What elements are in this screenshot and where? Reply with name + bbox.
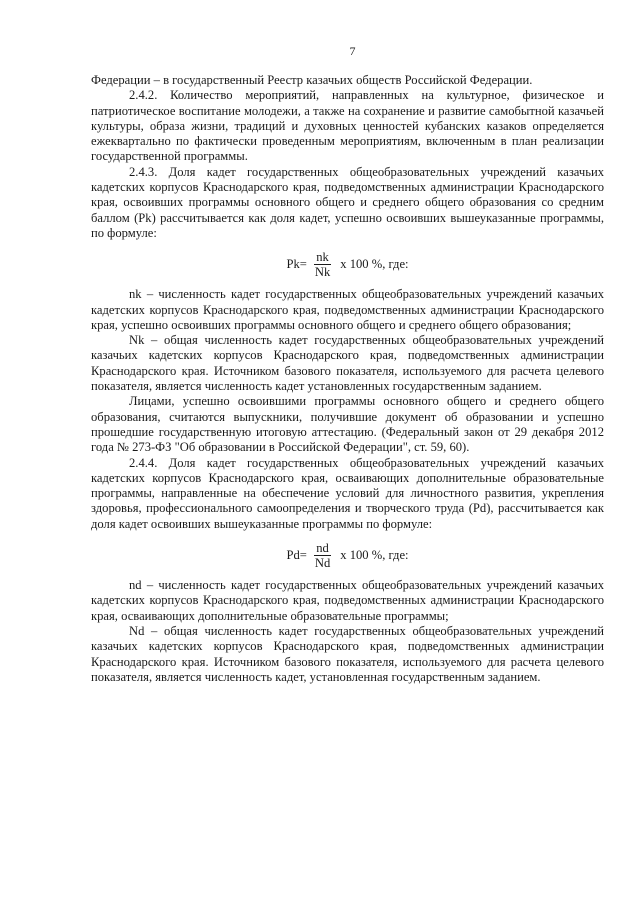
- formula-pd-lhs: Pd=: [286, 547, 307, 562]
- formula-pd-rhs: x 100 %, где:: [340, 547, 409, 562]
- formula-pd-numerator: nd: [316, 540, 329, 555]
- formula-pk-fraction: [313, 250, 332, 279]
- formula-pd-fraction: [313, 541, 332, 570]
- paragraph-graduates: Лицами, успешно освоившими программы основного общего и среднего общего образования, считаются выпускники, получившие документ об образовании и успешно прошедшие государственную итоговую аттестацию. (Федеральный закон от 29 декабря 2012 года № 273-ФЗ "Об образовании в Российской Федерации", ст. 59, 60).: [91, 394, 604, 455]
- paragraph-2-4-3: 2.4.3. Доля кадет государственных общеобразовательных учреждений казачьих кадетских корпусов Краснодарского края, подведомственных администрации Краснодарского края, освоивших программы основного общего и среднего общего образования со средним баллом (Pk) рассчитывается как доля кадет, успешно освоивших вышеуказанные программы, по формуле:: [91, 164, 604, 240]
- formula-pd: [91, 538, 604, 572]
- page-number: 7: [349, 44, 356, 58]
- formula-pk: [91, 247, 604, 281]
- formula-pk-rhs: x 100 %, где:: [340, 256, 409, 271]
- paragraph-2-4-2: 2.4.2. Количество мероприятий, направленных на культурное, физическое и патриотическое воспитание молодежи, а также на сохранение и развитие самобытной казачьей культуры, образа жизни, традиций и духовных ценностей кубанских казаков определяется ежеквартально по фактически проведенным мероприятиям, включенным в план реализации государственной программы.: [91, 88, 604, 164]
- formula-pk-lhs: Pk=: [286, 256, 307, 271]
- paragraph-continuation: Федерации – в государственный Реестр казачьих обществ Российской Федерации.: [91, 73, 533, 87]
- paragraph-2-4-4: 2.4.4. Доля кадет государственных общеобразовательных учреждений казачьих кадетских корпусов Краснодарского края, осваивающих дополнительные образовательные программы, направленные на обеспечение условий для личностного развития, укрепления здоровья, профессионального самоопределения и творческого труда (Pd), рассчитывается как доля кадет освоивших вышеуказанные программы по формуле:: [91, 455, 604, 531]
- definition-Nk: Nk – общая численность кадет государственных общеобразовательных учреждений казачьих кадетских корпусов Краснодарского края, подведомственных администрации Краснодарского края. Источником базового показателя, используемого для расчета целевого показателя, является численность кадет установленных государственным заданием.: [91, 333, 604, 394]
- definition-Nd: Nd – общая численность кадет государственных общеобразовательных учреждений казачьих кадетских корпусов Краснодарского края, подведомственных администрации Краснодарского края. Источником базового показателя, используемого для расчета целевого показателя, является численность кадет, установленная государственным заданием.: [91, 623, 604, 684]
- formula-pd-denominator: Nd: [314, 555, 331, 570]
- formula-pk-numerator: nk: [316, 249, 329, 264]
- definition-nk: nk – численность кадет государственных общеобразовательных учреждений казачьих кадетских корпусов Краснодарского края, подведомственных администрации Краснодарского края, успешно освоивших программы основного общего и среднего общего образования;: [91, 287, 604, 332]
- formula-pk-denominator: Nk: [314, 264, 331, 279]
- definition-nd: nd – численность кадет государственных общеобразовательных учреждений казачьих кадетских корпусов Краснодарского края, подведомственных администрации Краснодарского края, осваивающих дополнительные образовательные программы;: [91, 578, 604, 623]
